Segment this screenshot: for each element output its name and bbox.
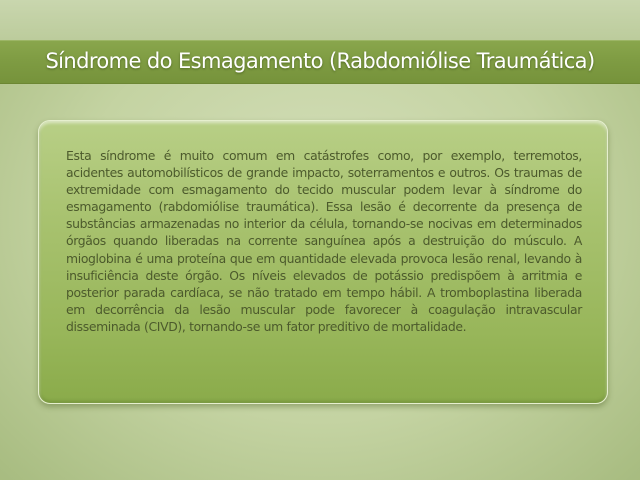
title-bar	[0, 40, 640, 84]
body-text: Esta síndrome é muito comum em catástrofes como, por exemplo, terremotos, acidentes automobilísticos de grande impacto, soterramentos e outros. Os traumas de extremidade com esmagamento do tecido muscular podem levar à síndrome do esmagamento (rabdomiólise traumática). Essa lesão é decorrente da presença de substâncias armazenadas no interior da célula, tornando-se nocivas em determinados órgãos quando liberadas na corrente sanguínea após a destruição do músculo. A mioglobina é uma proteína que em quantidade elevada provoca lesão renal, levando à insuficiência deste órgão. Os níveis elevados de potássio predispõem à arritmia e posterior parada cardíaca, se não tratado em tempo hábil. A tromboplastina liberada em decorrência da lesão muscular pode favorecer à coagulação intravascular disseminada (CIVD), tornando-se um fator preditivo de mortalidade.	[66, 148, 582, 334]
top-band	[0, 0, 640, 40]
slide-title: Síndrome do Esmagamento (Rabdomiólise Traumática)	[45, 49, 595, 73]
content-panel	[38, 120, 608, 404]
